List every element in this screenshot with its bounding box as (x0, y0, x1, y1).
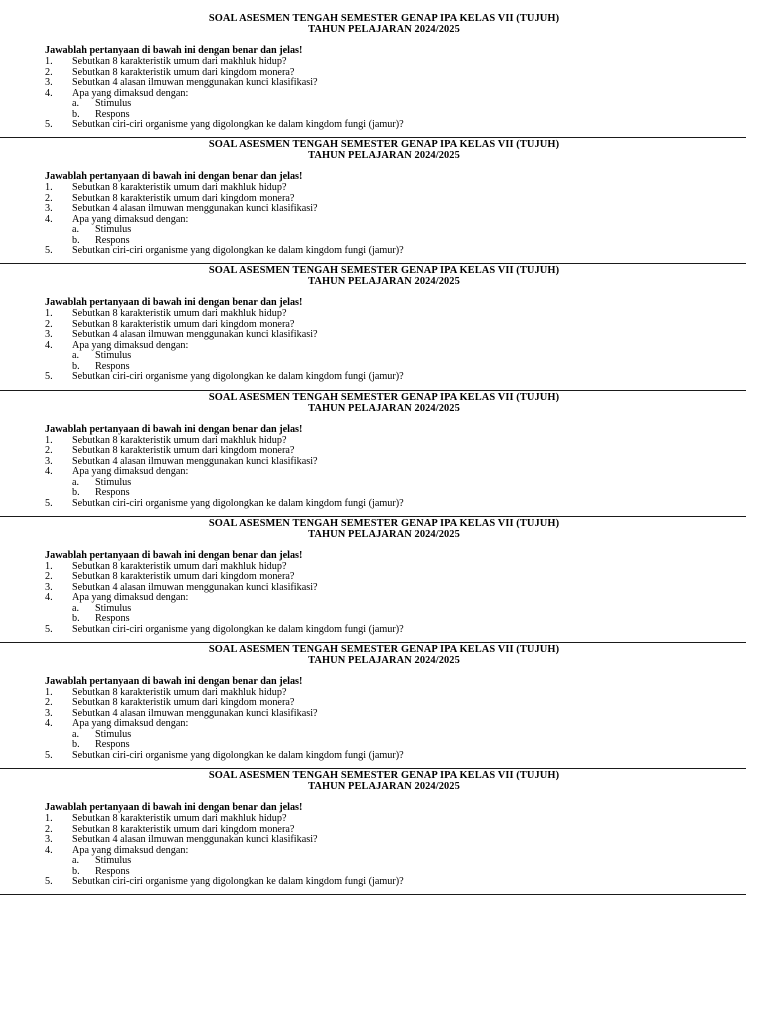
question-text: Sebutkan 4 alasan ilmuwan menggunakan kunci klasifikasi? (72, 77, 318, 88)
question-text: Apa yang dimaksud dengan: (72, 844, 189, 856)
exam-title-line-1: SOAL ASESMEN TENGAH SEMESTER GENAP IPA KELAS VII (TUJUH) (208, 643, 560, 655)
sub-item-letter: b. (72, 360, 80, 372)
exam-title-line-2: TAHUN PELAJARAN 2024/2025 (308, 528, 460, 540)
question-number: 2. (45, 571, 53, 583)
question-number: 3. (45, 329, 53, 341)
sub-item-letter: a. (72, 855, 80, 867)
question-text: Sebutkan 8 karakteristik umum dari kingdom monera? (72, 571, 295, 583)
question-number: 4. (45, 592, 53, 604)
sub-item-text: Respons (95, 360, 130, 372)
question-number: 2. (45, 66, 53, 78)
question-text: Sebutkan 8 karakteristik umum dari makhluk hidup? (72, 434, 287, 446)
exam-title-line-1: SOAL ASESMEN TENGAH SEMESTER GENAP IPA KELAS VII (TUJUH) (208, 13, 560, 24)
exam-title-line-2: TAHUN PELAJARAN 2024/2025 (308, 781, 460, 793)
question-text: Sebutkan 8 karakteristik umum dari makhluk hidup? (72, 182, 287, 194)
exam-slip (0, 138, 768, 264)
sub-item-text: Respons (95, 613, 130, 625)
instruction-text: Jawablah pertanyaan di bawah ini dengan benar dan jelas! (45, 423, 303, 435)
question-number: 1. (45, 434, 53, 446)
instruction-text: Jawablah pertanyaan di bawah ini dengan benar dan jelas! (45, 675, 303, 687)
question-text: Apa yang dimaksud dengan: (72, 466, 189, 478)
exam-title-line-2: TAHUN PELAJARAN 2024/2025 (308, 276, 460, 288)
exam-title-line-1: SOAL ASESMEN TENGAH SEMESTER GENAP IPA KELAS VII (TUJUH) (208, 391, 560, 403)
question-number: 5. (45, 497, 53, 509)
sub-item-text: Respons (95, 739, 130, 751)
sub-item-text: Stimulus (95, 224, 132, 236)
question-text: Sebutkan 4 alasan ilmuwan menggunakan kunci klasifikasi? (72, 581, 318, 593)
question-text: Sebutkan 8 karakteristik umum dari makhluk hidup? (72, 56, 287, 67)
exam-slip (0, 769, 768, 895)
question-text: Sebutkan ciri-ciri organisme yang digolongkan ke dalam kingdom fungi (jamur)? (72, 371, 404, 383)
question-number: 1. (45, 308, 53, 320)
question-number: 3. (45, 707, 53, 719)
exam-title-line-2: TAHUN PELAJARAN 2024/2025 (308, 24, 460, 35)
question-text: Sebutkan 8 karakteristik umum dari kingdom monera? (72, 823, 295, 835)
question-number: 2. (45, 318, 53, 330)
sub-item-text: Stimulus (95, 855, 132, 867)
question-text: Apa yang dimaksud dengan: (72, 87, 189, 99)
question-number: 1. (45, 182, 53, 194)
question-number: 3. (45, 203, 53, 215)
question-number: 4. (45, 87, 53, 99)
question-number: 4. (45, 213, 53, 225)
sub-item-text: Stimulus (95, 350, 132, 362)
question-text: Sebutkan 8 karakteristik umum dari makhluk hidup? (72, 686, 287, 698)
question-text: Sebutkan 8 karakteristik umum dari kingdom monera? (72, 66, 295, 78)
question-text: Sebutkan 4 alasan ilmuwan menggunakan kunci klasifikasi? (72, 329, 318, 341)
question-number: 3. (45, 834, 53, 846)
sub-item-letter: a. (72, 476, 80, 488)
question-text: Sebutkan 8 karakteristik umum dari makhluk hidup? (72, 560, 287, 572)
question-number: 1. (45, 686, 53, 698)
sub-item-text: Respons (95, 865, 130, 877)
exam-title (0, 770, 768, 792)
sub-item-letter: b. (72, 234, 80, 246)
instruction-text: Jawablah pertanyaan di bawah ini dengan benar dan jelas! (45, 171, 303, 183)
exam-sheet (0, 12, 768, 895)
question-number: 2. (45, 445, 53, 457)
question-text: Sebutkan 4 alasan ilmuwan menggunakan kunci klasifikasi? (72, 834, 318, 846)
sub-item-text: Stimulus (95, 98, 132, 109)
question-text: Sebutkan 8 karakteristik umum dari kingdom monera? (72, 318, 295, 330)
question-number: 5. (45, 749, 53, 761)
exam-title-line-2: TAHUN PELAJARAN 2024/2025 (308, 402, 460, 414)
question-number: 4. (45, 718, 53, 730)
question-text: Sebutkan 4 alasan ilmuwan menggunakan kunci klasifikasi? (72, 203, 318, 215)
sub-item-text: Stimulus (95, 602, 132, 614)
sub-item-letter: b. (72, 108, 80, 120)
sub-item-text: Stimulus (95, 728, 132, 740)
exam-title-line-1: SOAL ASESMEN TENGAH SEMESTER GENAP IPA KELAS VII (TUJUH) (208, 770, 560, 782)
question-text: Sebutkan 8 karakteristik umum dari makhluk hidup? (72, 813, 287, 825)
instruction-text: Jawablah pertanyaan di bawah ini dengan benar dan jelas! (45, 45, 303, 56)
slip-divider (0, 894, 746, 895)
exam-title (0, 139, 768, 161)
exam-title (0, 392, 768, 414)
exam-title-line-1: SOAL ASESMEN TENGAH SEMESTER GENAP IPA KELAS VII (TUJUH) (208, 139, 560, 151)
question-text: Apa yang dimaksud dengan: (72, 339, 189, 351)
sub-item-letter: b. (72, 739, 80, 751)
question-number: 2. (45, 192, 53, 204)
sub-item-letter: b. (72, 865, 80, 877)
exam-slip (0, 517, 768, 643)
exam-slip (0, 391, 768, 517)
sub-item-letter: b. (72, 613, 80, 625)
sub-item-text: Stimulus (95, 476, 132, 488)
instruction-text: Jawablah pertanyaan di bawah ini dengan benar dan jelas! (45, 297, 303, 309)
question-text: Sebutkan 4 alasan ilmuwan menggunakan kunci klasifikasi? (72, 707, 318, 719)
question-text: Apa yang dimaksud dengan: (72, 592, 189, 604)
instruction-text: Jawablah pertanyaan di bawah ini dengan benar dan jelas! (45, 802, 303, 814)
question-text: Sebutkan ciri-ciri organisme yang digolongkan ke dalam kingdom fungi (jamur)? (72, 623, 404, 635)
sub-item-text: Respons (95, 234, 130, 246)
exam-title (0, 13, 768, 35)
sub-item-letter: a. (72, 728, 80, 740)
question-text: Sebutkan ciri-ciri organisme yang digolongkan ke dalam kingdom fungi (jamur)? (72, 876, 404, 888)
question-number: 2. (45, 697, 53, 709)
question-text: Sebutkan 8 karakteristik umum dari kingdom monera? (72, 445, 295, 457)
sub-item-letter: b. (72, 487, 80, 499)
question-text: Sebutkan 8 karakteristik umum dari makhluk hidup? (72, 308, 287, 320)
question-text: Apa yang dimaksud dengan: (72, 213, 189, 225)
question-number: 5. (45, 371, 53, 383)
question-number: 1. (45, 813, 53, 825)
sub-item-text: Respons (95, 108, 130, 120)
question-number: 3. (45, 77, 53, 88)
question-number: 1. (45, 56, 53, 67)
question-text: Apa yang dimaksud dengan: (72, 718, 189, 730)
exam-title-line-2: TAHUN PELAJARAN 2024/2025 (308, 150, 460, 162)
exam-slip (0, 643, 768, 769)
exam-title-line-1: SOAL ASESMEN TENGAH SEMESTER GENAP IPA KELAS VII (TUJUH) (208, 265, 560, 277)
exam-slip (0, 12, 768, 138)
question-text: Sebutkan 4 alasan ilmuwan menggunakan kunci klasifikasi? (72, 455, 318, 467)
sub-item-letter: a. (72, 602, 80, 614)
question-text: Sebutkan ciri-ciri organisme yang digolongkan ke dalam kingdom fungi (jamur)? (72, 497, 404, 509)
exam-title (0, 644, 768, 666)
question-text: Sebutkan 8 karakteristik umum dari kingdom monera? (72, 697, 295, 709)
sub-item-letter: a. (72, 98, 80, 109)
sub-item-letter: a. (72, 350, 80, 362)
exam-title-line-1: SOAL ASESMEN TENGAH SEMESTER GENAP IPA KELAS VII (TUJUH) (208, 517, 560, 529)
question-text: Sebutkan 8 karakteristik umum dari kingdom monera? (72, 192, 295, 204)
sub-item-letter: a. (72, 224, 80, 236)
question-text: Sebutkan ciri-ciri organisme yang digolongkan ke dalam kingdom fungi (jamur)? (72, 119, 404, 130)
instruction-text: Jawablah pertanyaan di bawah ini dengan benar dan jelas! (45, 549, 303, 561)
question-number: 5. (45, 876, 53, 888)
exam-title (0, 265, 768, 287)
question-number: 4. (45, 844, 53, 856)
exam-title-line-2: TAHUN PELAJARAN 2024/2025 (308, 654, 460, 666)
question-number: 3. (45, 581, 53, 593)
sub-item-text: Respons (95, 487, 130, 499)
question-text: Sebutkan ciri-ciri organisme yang digolongkan ke dalam kingdom fungi (jamur)? (72, 245, 404, 257)
question-number: 5. (45, 623, 53, 635)
exam-slip (0, 264, 768, 390)
question-number: 4. (45, 466, 53, 478)
exam-title (0, 518, 768, 540)
question-number: 1. (45, 560, 53, 572)
question-number: 5. (45, 245, 53, 257)
question-number: 2. (45, 823, 53, 835)
question-number: 5. (45, 119, 53, 130)
question-number: 3. (45, 455, 53, 467)
question-number: 4. (45, 339, 53, 351)
question-text: Sebutkan ciri-ciri organisme yang digolongkan ke dalam kingdom fungi (jamur)? (72, 749, 404, 761)
